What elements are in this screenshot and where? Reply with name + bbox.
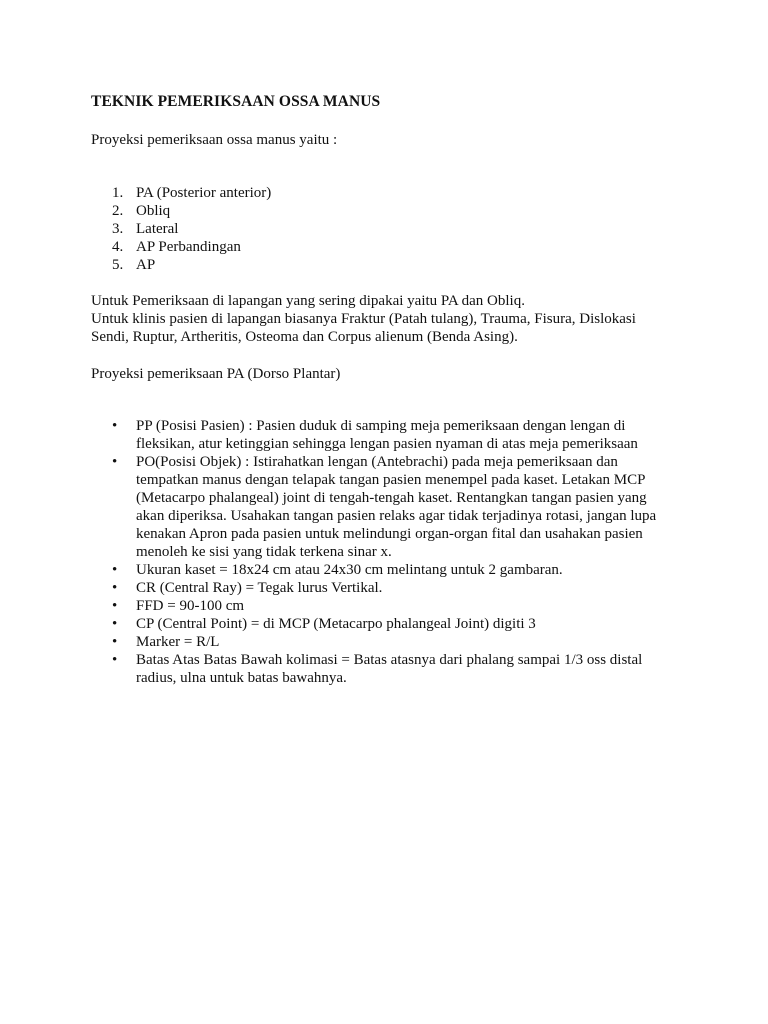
list-number: 3. [112, 221, 124, 237]
list-item [91, 417, 671, 453]
list-item [91, 202, 271, 220]
bullet-icon: • [112, 580, 118, 596]
list-number: 1. [112, 185, 124, 201]
list-item [91, 184, 271, 202]
list-item-text: CR (Central Ray) = Tegak lurus Vertikal. [136, 580, 383, 596]
bullet-icon: • [112, 598, 118, 614]
list-item [91, 633, 671, 651]
list-item [91, 238, 271, 256]
list-item [91, 561, 671, 579]
list-item-text: AP [136, 257, 156, 273]
list-item [91, 256, 271, 274]
intro-text: Proyeksi pemeriksaan ossa manus yaitu : [91, 132, 338, 148]
list-item [91, 651, 671, 687]
bullet-icon: • [112, 562, 118, 578]
list-item-text: FFD = 90-100 cm [136, 598, 245, 614]
list-item-text: PA (Posterior anterior) [136, 185, 272, 201]
bullet-icon: • [112, 616, 118, 632]
list-item-text: Lateral [136, 221, 179, 237]
list-number: 5. [112, 257, 124, 273]
list-item-text: Obliq [136, 203, 171, 219]
field-note-line: Untuk Pemeriksaan di lapangan yang sering dipakai yaitu PA dan Obliq. [91, 293, 525, 309]
list-item-text: Marker = R/L [136, 634, 220, 650]
list-item [91, 579, 671, 597]
list-number: 4. [112, 239, 124, 255]
pa-heading: Proyeksi pemeriksaan PA (Dorso Plantar) [91, 366, 341, 382]
pa-steps-list [91, 417, 671, 687]
list-item-text: CP (Central Point) = di MCP (Metacarpo phalangeal Joint) digiti 3 [136, 616, 536, 632]
list-item-text: PO(Posisi Objek) : Istirahatkan lengan (Antebrachi) pada meja pemeriksaan dan tempatkan manus dengan telapak tangan pasien menempel pada kaset. Letakan MCP (Metacarpo phalangeal) joint di tengah-tengah kaset. Rentangkan tangan pasien yang akan diperiksa. Usahakan tangan pasien relaks agar tidak terjadinya rotasi, jangan lupa kenakan Apron pada pasien untuk melindungi organ-organ fital dan usahakan pasien menoleh ke sisi yang tidak terkena sinar x. [136, 454, 657, 560]
list-item [91, 453, 671, 561]
bullet-icon: • [112, 652, 118, 668]
document-title: TEKNIK PEMERIKSAAN OSSA MANUS [91, 93, 381, 110]
list-item [91, 597, 671, 615]
clinical-note-line: Untuk klinis pasien di lapangan biasanya Fraktur (Patah tulang), Trauma, Fisura, Dislokasi Sendi, Ruptur, Artheritis, Osteoma dan Corpus alienum (Benda Asing). [91, 311, 636, 345]
list-item-text: Ukuran kaset = 18x24 cm atau 24x30 cm melintang untuk 2 gambaran. [136, 562, 563, 578]
bullet-icon: • [112, 454, 118, 470]
bullet-icon: • [112, 634, 118, 650]
bullet-icon: • [112, 418, 118, 434]
list-item-text: PP (Posisi Pasien) : Pasien duduk di samping meja pemeriksaan dengan lengan di fleksikan, atur ketinggian sehingga lengan pasien nyaman di atas meja pemeriksaan [136, 418, 638, 452]
field-note-paragraph [91, 292, 661, 346]
list-item [91, 220, 271, 238]
list-item [91, 615, 671, 633]
list-item-text: Batas Atas Batas Bawah kolimasi = Batas atasnya dari phalang sampai 1/3 oss distal radius, ulna untuk batas bawahnya. [136, 652, 643, 686]
list-item-text: AP Perbandingan [136, 239, 241, 255]
projection-list [91, 184, 271, 274]
list-number: 2. [112, 203, 124, 219]
